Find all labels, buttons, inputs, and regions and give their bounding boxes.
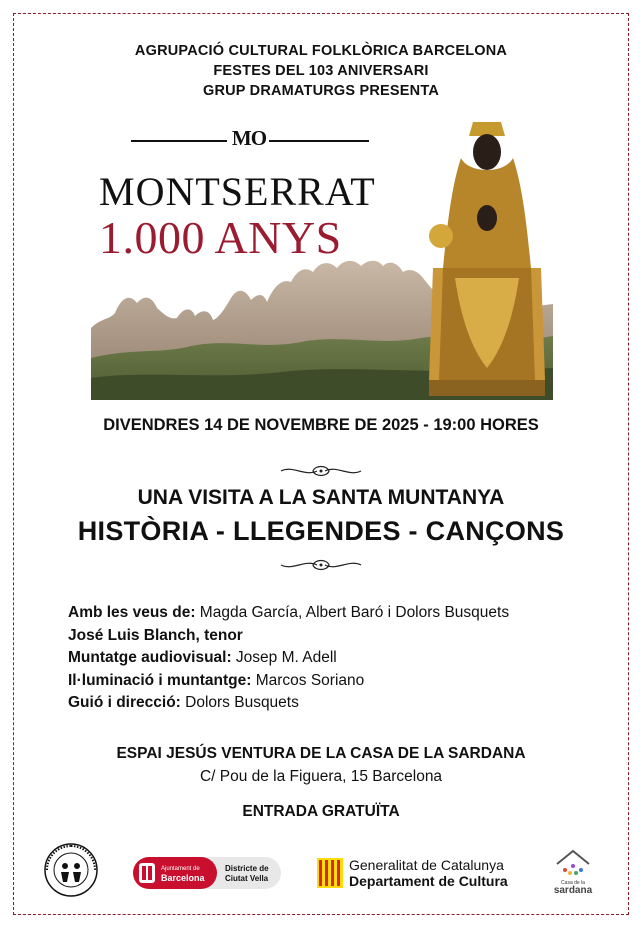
house-icon [554, 848, 592, 880]
presenter-line: GRUP DRAMATURGS PRESENTA [202, 83, 439, 99]
svg-text:Districte de: Districte de [225, 864, 269, 873]
credit-voices: Amb les veus de: Magda García, Albert Baró i Dolors Busquets [68, 604, 510, 621]
credit-direction: Guió i direcció: Dolors Busquets [68, 694, 299, 712]
ornament-divider [279, 462, 363, 480]
gencat-line1: Generalitat de Catalunya [349, 857, 504, 873]
svg-text:Barcelona: Barcelona [161, 873, 205, 883]
generalitat-logo [317, 857, 517, 889]
anniversary-line: FESTES DEL 103 ANIVERSARI [213, 63, 429, 79]
event-date: DIVENDRES 14 DE NOVEMBRE DE 2025 - 19:00 HORES [103, 416, 539, 434]
credit-audiovisual: Muntatge audiovisual: Josep M. Adell [68, 649, 337, 667]
credit-tenor: José Luis Blanch, tenor [68, 626, 243, 644]
venue-address: C/ Pou de la Figuera, 15 Barcelona [199, 768, 443, 785]
agrupacio-seal-logo [43, 842, 99, 898]
svg-text:Ajuntament de: Ajuntament de [161, 866, 200, 872]
organizer-line: AGRUPACIÓ CULTURAL FOLKLÒRICA BARCELONA [134, 43, 508, 59]
venue-name: ESPAI JESÚS VENTURA DE LA CASA DE LA SARDANA [116, 745, 526, 762]
montserrat-logo: MO [231, 126, 267, 150]
virgin-statue-image [421, 118, 553, 400]
title-1000-anys: 1.000 ANYS [99, 212, 342, 263]
ajuntament-barcelona-logo [133, 857, 281, 889]
svg-text:Ciutat Vella: Ciutat Vella [225, 874, 269, 883]
credits-list [68, 602, 509, 715]
credit-lighting: Il·luminació i muntantge: Marcos Soriano [68, 671, 365, 689]
ornament-divider [279, 556, 363, 574]
hero-image [91, 118, 553, 400]
gencat-line2: Departament de Cultura [349, 873, 508, 889]
subtitle-themes: HISTÒRIA - LLEGENDES - CANÇONS [77, 516, 565, 546]
senyera-icon [317, 858, 343, 888]
divider-line [131, 140, 227, 142]
title-montserrat: MONTSERRAT [99, 169, 376, 214]
divider-line [269, 140, 369, 142]
admission-label: ENTRADA GRATUÏTA [242, 803, 400, 820]
casa-sardana-logo: Casa de la sardana [550, 848, 596, 900]
subtitle-visit: UNA VISITA A LA SANTA MUNTANYA [137, 486, 505, 509]
